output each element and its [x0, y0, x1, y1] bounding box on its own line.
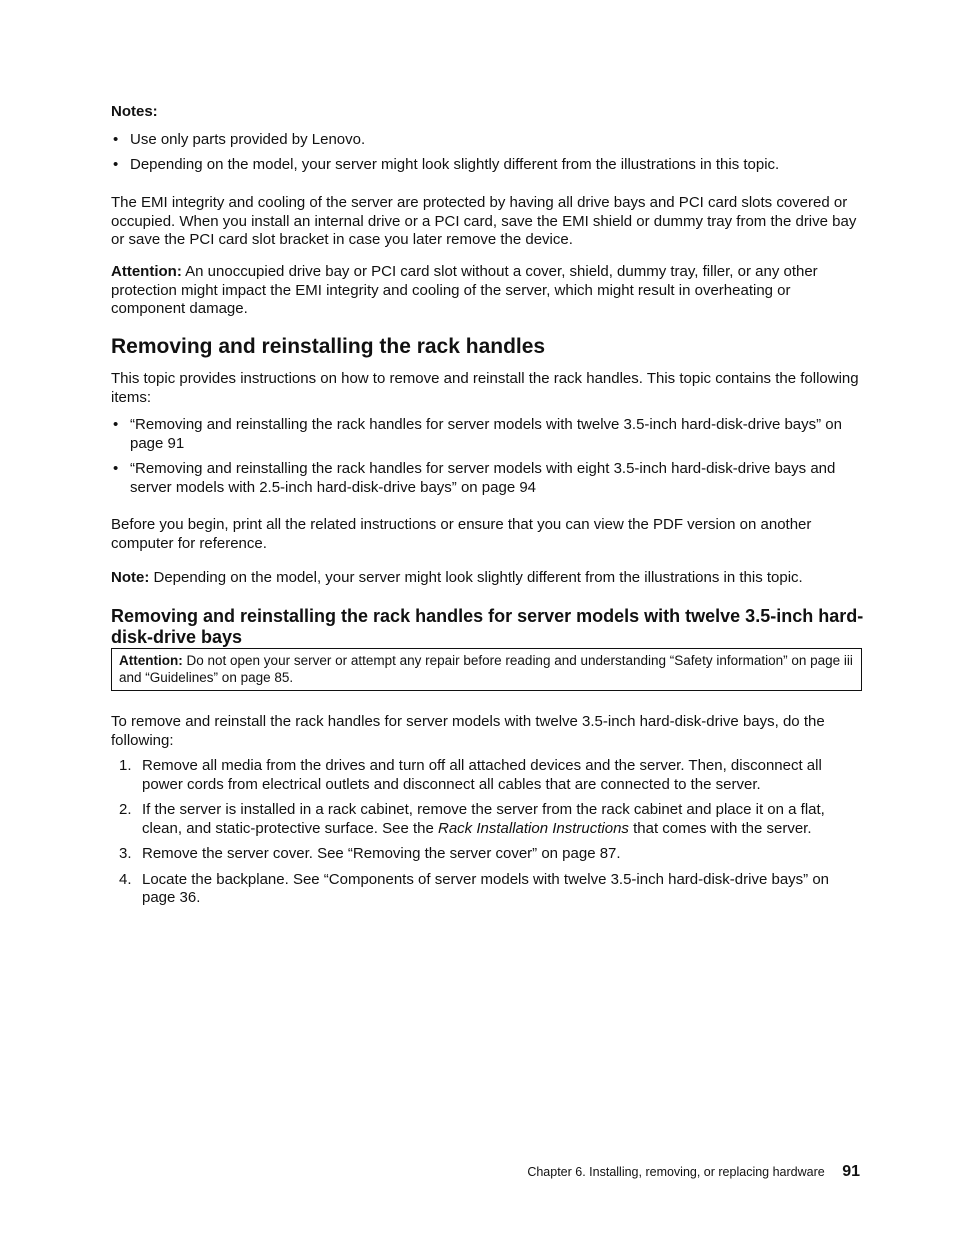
section-intro: This topic provides instructions on how to remove and reinstall the rack handles. This topic contains the following items:	[111, 370, 859, 406]
step-number: 4.	[119, 870, 132, 888]
attention-label: Attention:	[111, 263, 182, 280]
footer-chapter: Chapter 6. Installing, removing, or replacing hardware	[527, 1165, 825, 1179]
note-paragraph	[111, 569, 863, 588]
topic-list	[111, 416, 863, 497]
step-item	[119, 757, 863, 794]
step-number: 1.	[119, 757, 132, 774]
topic-link-twelve-bays[interactable]: • “Removing and reinstalling the rack handles for server models with twelve 3.5-inch hard-disk-drive bays” on page 91	[111, 416, 863, 453]
procedure-steps	[119, 757, 863, 908]
notes-list	[111, 131, 871, 174]
notes-label: Notes:	[111, 103, 158, 120]
page-number: 91	[842, 1163, 860, 1180]
attention-text: An unoccupied drive bay or PCI card slot without a cover, shield, dummy tray, filler, or any other protection might impact the EMI integrity and cooling of the server, which might result in overheating or component damage.	[111, 263, 818, 317]
step-text: Locate the backplane. See “Components of server models with twelve 3.5-inch hard-disk-drive bays” on page 36.	[142, 870, 830, 906]
step-text: that comes with the server.	[628, 819, 812, 837]
section-title: Removing and reinstalling the rack handles	[111, 335, 546, 358]
note-label: Note:	[111, 569, 150, 586]
step-text: Remove all media from the drives and turn off all attached devices and the server. Then, disconnect all power cords from electrical outlets and disconnect all cables that are connected to the server.	[142, 757, 822, 793]
step-text: If the server is installed in a rack cabinet, remove the server from the rack cabinet and place it on a flat, clean, and static-protective surface. See the	[142, 801, 825, 837]
before-paragraph: Before you begin, print all the related instructions or ensure that you can view the PDF version on another computer for reference.	[111, 516, 812, 552]
step-item	[119, 845, 863, 864]
list-item: • Depending on the model, your server might look slightly different from the illustrations in this topic.	[111, 156, 871, 175]
attention-paragraph	[111, 263, 863, 319]
emi-paragraph: The EMI integrity and cooling of the server are protected by having all drive bays and PCI card slots covered or occupied. When you install an internal drive or a PCI card, save the EMI shield or dummy tray from the drive bay or save the PCI card slot bracket in case you later remove the device.	[111, 194, 857, 248]
note-text: Depending on the model, your server might look slightly different from the illustrations in this topic.	[153, 569, 803, 586]
page-footer	[527, 1163, 860, 1182]
step-number: 3.	[119, 845, 132, 862]
attention-box	[111, 648, 862, 691]
step-italic-title: Rack Installation Instructions	[438, 819, 629, 837]
attention-box-label: Attention:	[119, 653, 183, 668]
subsection-title: Removing and reinstalling the rack handles for server models with twelve 3.5-inch hard-disk-drive bays	[111, 606, 864, 647]
step-item	[119, 871, 863, 908]
attention-box-text: Do not open your server or attempt any repair before reading and understanding “Safety information” on page iii and “Guidelines” on page 85.	[119, 653, 853, 685]
step-text: Remove the server cover. See “Removing the server cover” on page 87.	[142, 845, 621, 862]
step-item	[119, 801, 863, 838]
list-item: • Use only parts provided by Lenovo.	[111, 131, 871, 150]
topic-link-eight-bays[interactable]: • “Removing and reinstalling the rack handles for server models with eight 3.5-inch hard-disk-drive bays and server models with 2.5-inch hard-disk-drive bays” on page 94	[111, 460, 863, 497]
step-number: 2.	[119, 801, 132, 818]
procedure-intro: To remove and reinstall the rack handles for server models with twelve 3.5-inch hard-disk-drive bays, do the following:	[111, 713, 825, 749]
